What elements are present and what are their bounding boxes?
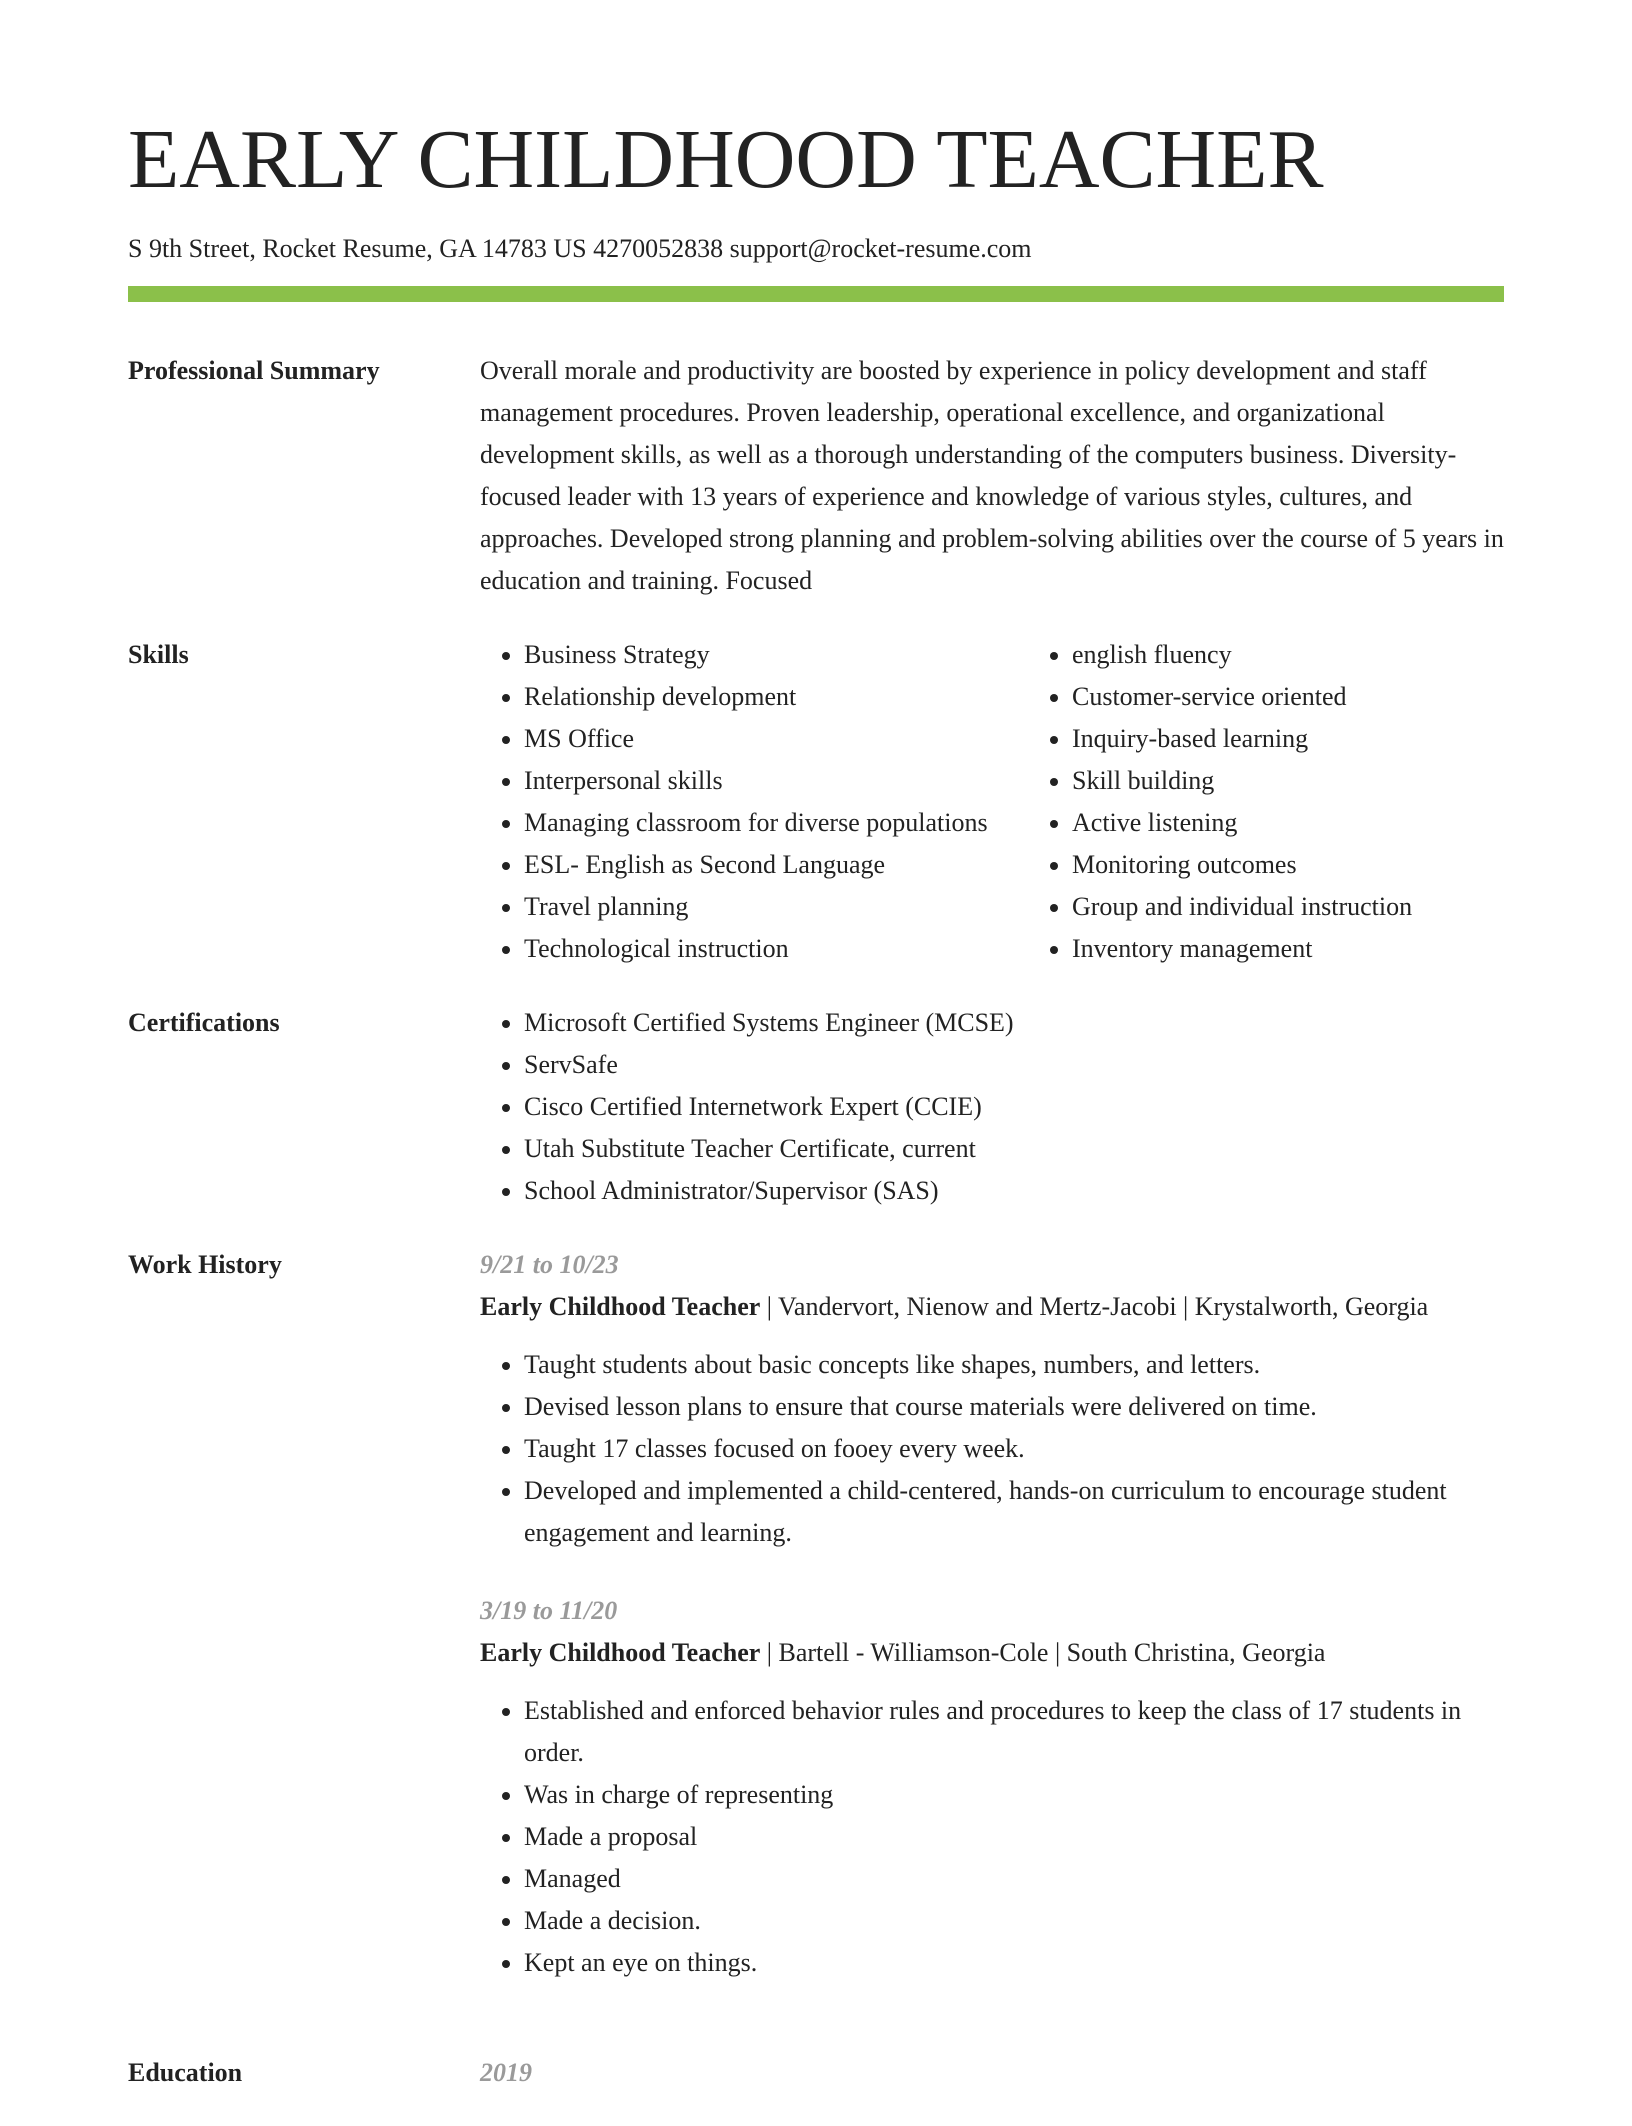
job-bullets [480, 1344, 1504, 1554]
accent-divider [128, 286, 1504, 302]
skill-item: • english fluency [1072, 634, 1592, 676]
professional-summary-section [128, 350, 1504, 602]
section-label-summary: Professional Summary [128, 356, 380, 385]
section-label-education: Education [128, 2058, 243, 2087]
education-body [480, 2052, 1504, 2094]
skill-item: • Inquiry-based learning [1072, 718, 1592, 760]
resume-name-heading: EARLY CHILDHOOD TEACHER [128, 113, 1324, 206]
certifications-list [480, 1002, 1504, 1212]
job-dates: 9/21 to 10/23 [480, 1250, 619, 1279]
skill-item: • Relationship development [524, 676, 1028, 718]
job-bullet: • Taught students about basic concepts like shapes, numbers, and letters. [524, 1344, 1504, 1386]
skill-item: • Group and individual instruction [1072, 886, 1592, 928]
certifications-body [480, 1002, 1504, 1212]
job-entry [480, 1590, 1504, 1984]
work-history-body [480, 1244, 1504, 2020]
job-bullet: • Made a proposal [524, 1816, 1504, 1858]
skill-item: • Customer-service oriented [1072, 676, 1592, 718]
certifications-section [128, 1002, 1504, 1212]
section-label-certifications: Certifications [128, 1008, 280, 1037]
summary-body [480, 350, 1504, 602]
skill-item: • Travel planning [524, 886, 1028, 928]
section-label-skills: Skills [128, 640, 189, 669]
education-dates: 2019 [480, 2058, 532, 2087]
skill-item: • Managing classroom for diverse populations [524, 802, 1028, 844]
skill-item: • Interpersonal skills [524, 760, 1028, 802]
job-details: | Bartell - Williamson-Cole | South Christina, Georgia [760, 1638, 1326, 1667]
skill-item: • Monitoring outcomes [1072, 844, 1592, 886]
skills-section [128, 634, 1504, 970]
skills-grid [480, 634, 1592, 970]
skill-item: • MS Office [524, 718, 1028, 760]
job-heading [480, 1632, 1504, 1674]
skill-item: • Business Strategy [524, 634, 1028, 676]
job-bullet: • Kept an eye on things. [524, 1942, 1504, 1984]
contact-line: S 9th Street, Rocket Resume, GA 14783 US 4270052838 support@rocket-resume.com [128, 234, 1032, 263]
certification-item: • Microsoft Certified Systems Engineer (MCSE) [524, 1002, 1504, 1044]
skill-item: • Active listening [1072, 802, 1592, 844]
skills-list-right [1028, 634, 1592, 970]
job-entry [480, 1244, 1504, 1554]
job-bullet: • Developed and implemented a child-centered, hands-on curriculum to encourage student engagement and learning. [524, 1470, 1504, 1554]
job-title: Early Childhood Teacher [480, 1292, 761, 1321]
skills-list-left [480, 634, 1028, 970]
skill-item: • Inventory management [1072, 928, 1592, 970]
skill-item: • Technological instruction [524, 928, 1028, 970]
summary-text: Overall morale and productivity are boosted by experience in policy development and staff management procedures. Proven leadership, operational excellence, and organizational development skills, as well as a thorough understanding of the computers business. Diversity-focused leader with 13 years of experience and knowledge of various styles, cultures, and approaches. Developed strong planning and problem-solving abilities over the course of 5 years in education and training. Focused [480, 356, 1504, 595]
job-bullet: • Was in charge of representing [524, 1774, 1504, 1816]
job-bullet: • Taught 17 classes focused on fooey every week. [524, 1428, 1504, 1470]
skill-item: • ESL- English as Second Language [524, 844, 1028, 886]
job-title: Early Childhood Teacher [480, 1638, 761, 1667]
certification-item: • Utah Substitute Teacher Certificate, current [524, 1128, 1504, 1170]
job-bullet: • Established and enforced behavior rules and procedures to keep the class of 17 students in order. [524, 1690, 1504, 1774]
job-bullet: • Managed [524, 1858, 1504, 1900]
job-bullet: • Made a decision. [524, 1900, 1504, 1942]
job-heading [480, 1286, 1504, 1328]
job-bullets [480, 1690, 1504, 1984]
skill-item: • Skill building [1072, 760, 1592, 802]
job-bullet: • Devised lesson plans to ensure that course materials were delivered on time. [524, 1386, 1504, 1428]
resume-sections [128, 350, 1504, 2126]
certification-item: • ServSafe [524, 1044, 1504, 1086]
work-history-section [128, 1244, 1504, 2020]
section-label-work-history: Work History [128, 1250, 282, 1279]
education-section [128, 2052, 1504, 2094]
job-dates: 3/19 to 11/20 [480, 1596, 618, 1625]
certification-item: • Cisco Certified Internetwork Expert (CCIE) [524, 1086, 1504, 1128]
certification-item: • School Administrator/Supervisor (SAS) [524, 1170, 1504, 1212]
job-details: | Vandervort, Nienow and Mertz-Jacobi | Krystalworth, Georgia [760, 1292, 1429, 1321]
